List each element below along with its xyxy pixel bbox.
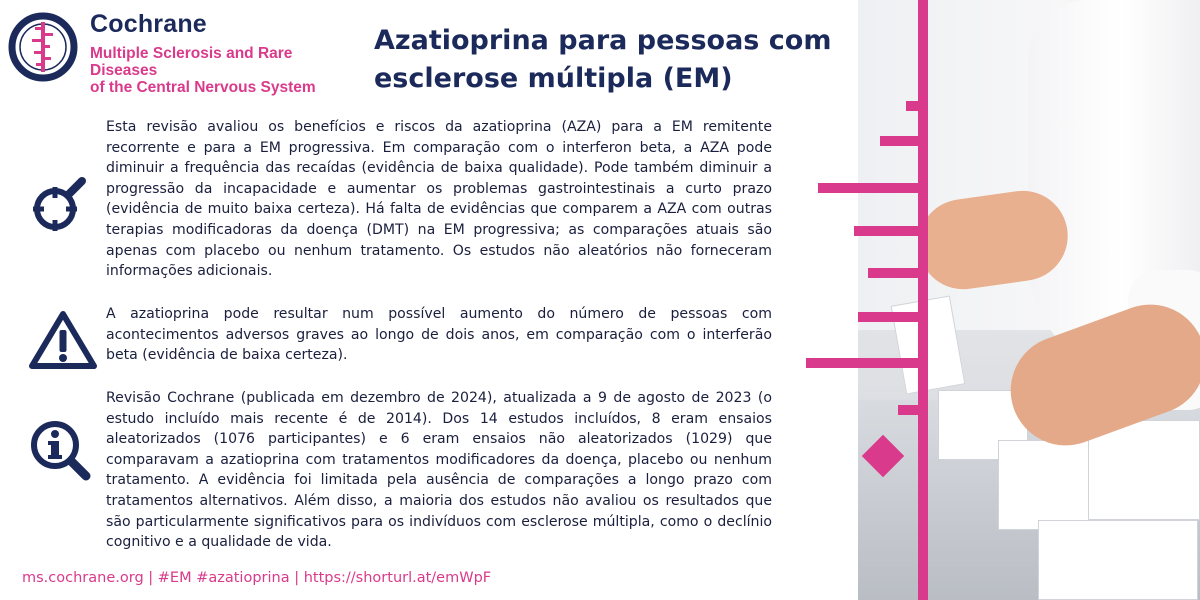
decorative-bar: [880, 136, 928, 146]
brand-subtitle: [90, 45, 360, 96]
decorative-vertical-bar: [918, 0, 928, 600]
footer-hashtags: #EM #azatioprina: [157, 570, 290, 586]
page-title: [374, 22, 894, 98]
photo-medicine-box: [1038, 520, 1198, 600]
footer-separator: |: [289, 570, 304, 586]
warning-triangle-icon: [28, 310, 98, 370]
decorative-bar: [898, 405, 928, 415]
brand-subtitle-line1: Multiple Sclerosis and Rare Diseases: [90, 45, 293, 79]
info-magnifier-icon: [28, 418, 92, 482]
footer-site-link[interactable]: ms.cochrane.org: [22, 570, 144, 586]
footer-url-link[interactable]: https://shorturl.at/emWpF: [303, 570, 492, 586]
decorative-bar: [818, 183, 928, 193]
photo-medicine-box: [1088, 420, 1200, 520]
footer-separator: |: [143, 570, 158, 586]
summary-paragraph: Esta revisão avaliou os benefícios e riscos da azatioprina (AZA) para a EM remitente recorrente e para a EM progressiva. Em comparação com o interferon beta, a AZA pode diminuir a frequência das recaídas (evidência de baixa qualidade). Pode também diminuir a progressão da incapacidade e aumentar os problemas gastrointestinais a curto prazo (evidência de muito baixa certeza). Há falta de evidências que comparem a AZA com outras terapias modificadoras da doença (DMT) na EM progressiva; as comparações atuais são apenas com placebo ou nenhum tratamento. Os estudos não aleatórios não forneceram informações adicionais.: [106, 119, 772, 280]
decorative-bar: [906, 101, 928, 111]
magnifier-crosshair-icon: [30, 176, 90, 236]
adverse-events-paragraph: A azatioprina pode resultar num possível aumento do número de pessoas com acontecimentos adversos graves ao longo de dois anos, em comparação com o interferão beta (evidência de baixa certeza).: [106, 306, 772, 364]
footer: [22, 570, 491, 586]
brand-subtitle-line2: of the Central Nervous System: [90, 79, 316, 96]
decorative-bar: [806, 358, 928, 368]
review-info-paragraph: Revisão Cochrane (publicada em dezembro de 2024), atualizada a 9 de agosto de 2023 (o estudo incluído mais recente é de 2014). Dos 14 estudos incluídos, 8 eram ensaios aleatorizados (1076 participantes) e 6 eram ensaios não aleatorizados (1029) que comparavam a azatioprina com tratamentos modificadores da doença, placebo ou nenhum tratamento. A evidência foi limitada pela ausência de comparações a longo prazo com tratamentos alternativos. Além disso, a maioria dos estudos não avaliou os resultados que são particularmente significativos para os indivíduos com esclerose múltipla, como o declínio cognitivo e a qualidade de vida.: [106, 390, 772, 551]
page-title-line2: esclerose múltipla (EM): [374, 63, 733, 94]
decorative-bar: [858, 312, 928, 322]
decorative-bar: [868, 268, 928, 278]
pharmacist-photo: [858, 0, 1200, 600]
page-title-line1: Azatioprina para pessoas com: [374, 25, 832, 56]
decorative-bar: [854, 226, 928, 236]
cochrane-logo: [8, 10, 348, 96]
cochrane-logo-icon: [8, 12, 78, 82]
brand-name: Cochrane: [90, 10, 207, 38]
